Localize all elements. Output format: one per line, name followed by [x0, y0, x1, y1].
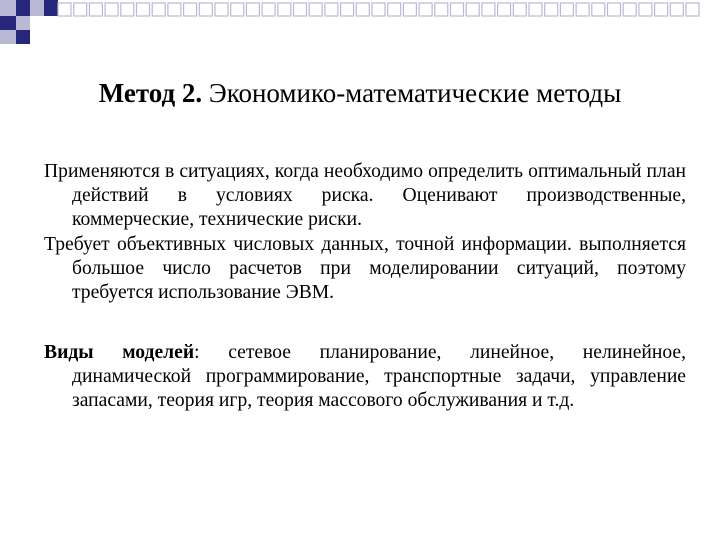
decor-square	[184, 3, 197, 16]
title-rest-part: Экономико-математические методы	[202, 78, 622, 108]
decor-square	[105, 3, 118, 16]
decor-square	[608, 3, 621, 16]
decor-square	[466, 3, 479, 16]
paragraph-requirements-text: Требует объективных числовых данных, точной информации. выполняется большое число расчетов при моделировании ситуаций, поэтому требуется использование ЭВМ.	[44, 234, 686, 303]
decor-square	[498, 3, 511, 16]
paragraph-application-text: Применяются в ситуациях, когда необходимо определить оптимальный план действий в условиях риска. Оценивают производственные, коммерческие, технические риски.	[44, 161, 686, 230]
decor-square	[419, 3, 432, 16]
decor-square	[403, 3, 416, 16]
decor-square	[482, 3, 495, 16]
decor-square	[278, 3, 291, 16]
decor-square	[356, 3, 369, 16]
decor-square	[513, 3, 526, 16]
paragraph-model-types-text	[44, 341, 687, 413]
title-bold-part: Метод 2.	[98, 78, 203, 108]
decor-square	[388, 3, 401, 16]
model-types-label: Виды моделей	[44, 342, 195, 363]
decor-square	[560, 3, 573, 16]
decor-square	[529, 3, 542, 16]
decor-square	[89, 3, 102, 16]
decor-square	[576, 3, 589, 16]
decor-square	[215, 3, 228, 16]
decor-square	[545, 3, 558, 16]
decor-square	[639, 3, 652, 16]
decor-square	[58, 3, 71, 16]
decor-square	[121, 3, 134, 16]
decor-square	[168, 3, 181, 16]
paragraph-model-types	[44, 341, 686, 413]
decor-square	[435, 3, 448, 16]
decor-square	[686, 3, 699, 16]
decor-square	[670, 3, 683, 16]
decor-square	[372, 3, 385, 16]
decor-square	[231, 3, 244, 16]
decor-square	[199, 3, 212, 16]
paragraph-requirements	[44, 233, 686, 305]
decor-square	[623, 3, 636, 16]
decor-square	[246, 3, 259, 16]
slide-title	[0, 76, 720, 110]
checkered-squares-decoration	[0, 0, 720, 60]
paragraph-application	[44, 160, 686, 232]
decor-square	[309, 3, 322, 16]
decor-square	[137, 3, 150, 16]
decor-square	[325, 3, 338, 16]
model-types-list: : сетевое планирование, линейное, нелинейное, динамической программирование, транспортные задачи, управление запасами, теория игр, теория массового обслуживания и т.д.	[72, 342, 687, 411]
decor-square	[152, 3, 165, 16]
decor-square	[294, 3, 307, 16]
decor-square	[341, 3, 354, 16]
decor-square	[592, 3, 605, 16]
decor-square	[262, 3, 275, 16]
decor-square	[451, 3, 464, 16]
decor-square	[74, 3, 87, 16]
decor-square	[655, 3, 668, 16]
